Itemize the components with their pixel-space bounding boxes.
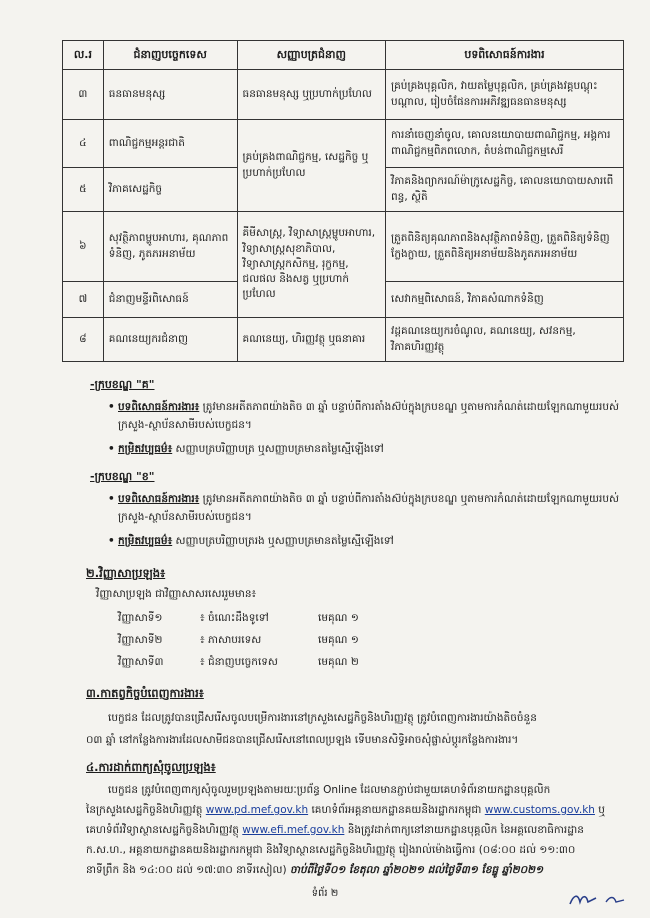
group-ka-experience xyxy=(108,398,622,434)
exam-item-coef: មេគុណ ១ xyxy=(318,612,359,624)
section4-line5 xyxy=(86,860,622,880)
row-degree: គណនេយ្យ, ហិរញ្ញវត្ថុ ឬធនាគារ xyxy=(237,318,385,362)
bullet-icon: • xyxy=(108,443,115,455)
section4-line3 xyxy=(86,820,622,840)
row-no: ៥ xyxy=(63,168,104,212)
section4-text: នាទីព្រឹក និង ១៤:០០ ដល់ ១៧:៣០ នាទីរសៀល) xyxy=(86,864,287,876)
table-row xyxy=(63,70,624,120)
bullet-icon: • xyxy=(108,493,115,505)
table-header-row xyxy=(63,41,624,70)
group-kha-experience xyxy=(108,490,622,526)
exam-item-subject: ៖ ចំណេះដឹងទូទៅ xyxy=(200,612,269,624)
row-skill: គណនេយ្យករជំនាញ xyxy=(103,318,237,362)
pd-website-link[interactable]: www.pd.mef.gov.kh xyxy=(205,804,309,816)
section4-line1: បេក្ខជន ត្រូវបំពេញពាក្យសុំចូលរួមប្រឡងតាមរយៈប្រព័ន្ធ Online ដែលមានភ្ជាប់ជាមួយគេហទំព័រនាយកដ្ឋានបុគ្គលិក xyxy=(108,784,551,796)
row-skill: ធនធានមនុស្ស xyxy=(103,70,237,120)
degree-text: សញ្ញាបត្របរិញ្ញាបត្ររង ឬសញ្ញាបត្រមានតម្លៃស្មើឡើងទៅ xyxy=(175,535,394,547)
row-experience: វិភាគនិងព្យាករណ៍ម៉ាក្រូសេដ្ឋកិច្ច, គោលនយោបាយសារពើពន្ធ, ស្ថិតិ xyxy=(386,168,624,212)
signature-initials xyxy=(568,890,628,908)
exam-item-coef: មេគុណ ២ xyxy=(318,656,359,668)
section4-text: គេហទំព័រវិទ្យាស្ថានសេដ្ឋកិច្ចនិងហិរញ្ញវត្ថុ xyxy=(86,824,239,836)
exam-item-name: វិញ្ញាសាទី១ xyxy=(118,612,163,624)
section4-text: នៃក្រសួងសេដ្ឋកិច្ចនិងហិរញ្ញវត្ថុ xyxy=(86,804,203,816)
group-kha-heading: -ក្របខណ្ឌ "ខ" xyxy=(90,470,155,483)
table-row xyxy=(63,120,624,168)
group-kha-degree xyxy=(108,532,622,550)
header-experience: បទពិសោធន៍ការងារ xyxy=(386,41,624,70)
row-skill: ពាណិជ្ជកម្មអន្តរជាតិ xyxy=(103,120,237,168)
section4-text: ឬ xyxy=(598,804,605,816)
section3-text-line1: បេក្ខជន ដែលត្រូវបានជ្រើសរើសចូលបម្រើការងារនៅក្រសួងសេដ្ឋកិច្ចនិងហិរញ្ញវត្ថុ ត្រូវបំពេញការងារយ៉ាងតិចចំនួន xyxy=(108,712,537,724)
row-no: ៨ xyxy=(63,318,104,362)
section3-title: ៣.កាតព្វកិច្ចបំពេញការងារ៖ xyxy=(86,686,204,700)
section4-title: ៤.ការដាក់ពាក្យសុំចូលប្រឡង៖ xyxy=(86,760,216,774)
header-skill: ជំនាញបច្ចេកទេស xyxy=(103,41,237,70)
section3-text-line2: ០៣ ឆ្នាំ នៅកន្លែងការងារដែលសាមីជនបានជ្រើសរើសនៅពេលប្រឡង ទើបមានសិទ្ធិអាចសុំផ្លាស់ប្តូរកន្លែងការងារ។ xyxy=(86,734,519,746)
row-no: ៤ xyxy=(63,120,104,168)
experience-label: បទពិសោធន៍ការងារ៖ xyxy=(118,401,200,413)
experience-text: ត្រូវមានអតីតភាពយ៉ាងតិច ៣ ឆ្នាំ បន្ទាប់ពីការតាំងស៊ប់ក្នុងក្របខណ្ឌ ឬតាមការកំណត់ដោយឡែកណាមួយរបស់ក្រសួង-ស្ថាប័នសាមីរបស់បេក្ខជន។ xyxy=(118,493,620,523)
row-experience: សេវាកម្មពិសោធន៍, វិភាគសំណាកទំនិញ xyxy=(386,282,624,318)
bullet-icon: • xyxy=(108,401,115,413)
section4-text: និងត្រូវដាក់ពាក្យនៅនាយកដ្ឋានបុគ្គលិក នៃអគ្គលេខាធិការដ្ឋាន xyxy=(347,824,584,836)
row-degree: ធនធានមនុស្ស ឬប្រហាក់ប្រហែល xyxy=(237,70,385,120)
section4-line2 xyxy=(86,800,622,820)
header-no: ល.រ xyxy=(63,41,104,70)
experience-text: ត្រូវមានអតីតភាពយ៉ាងតិច ៣ ឆ្នាំ បន្ទាប់ពីការតាំងស៊ប់ក្នុងក្របខណ្ឌ ឬតាមការកំណត់ដោយឡែកណាមួយរបស់ក្រសួង-ស្ថាប័នសាមីរបស់បេក្ខជន។ xyxy=(118,401,620,431)
row-degree: គ្រប់គ្រងពាណិជ្ជកម្ម, សេដ្ឋកិច្ច ឬប្រហាក់ប្រហែល xyxy=(237,120,385,212)
table-row xyxy=(63,318,624,362)
row-experience: ការនាំចេញនាំចូល, គោលនយោបាយពាណិជ្ជកម្ម, អង្គការពាណិជ្ជកម្មពិភពលោក, តំបន់ពាណិជ្ជកម្មសេរី xyxy=(386,120,624,168)
exam-item-subject: ៖ ជំនាញបច្ចេកទេស xyxy=(200,656,278,668)
table-row xyxy=(63,212,624,282)
section4-line4: ក.ស.ហ., អគ្គនាយកដ្ឋានគយនិងរដ្ឋាករកម្ពុជា និងវិទ្យាស្ថានសេដ្ឋកិច្ចនិងហិរញ្ញវត្ថុ រៀងរាល់ម៉ោងធ្វើការ (០៨:០០ ដល់ ១១:៣០ xyxy=(86,844,576,856)
row-skill: សុវត្ថិភាពម្ហូបអាហារ, គុណភាពទំនិញ, ភូតភរអនាម័យ xyxy=(103,212,237,282)
degree-text: សញ្ញាបត្របរិញ្ញាបត្រ ឬសញ្ញាបត្រមានតម្លៃស្មើឡើងទៅ xyxy=(175,443,384,455)
group-ka-degree xyxy=(108,440,622,458)
degree-label: កម្រិតវប្បធម៌៖ xyxy=(118,535,173,547)
row-skill: វិភាគសេដ្ឋកិច្ច xyxy=(103,168,237,212)
row-experience: ត្រួតពិនិត្យគុណភាពនិងសុវត្ថិភាពទំនិញ, ត្រួតពិនិត្យទំនិញក្លែងក្លាយ, ត្រួតពិនិត្យអនាម័យនិងភូតភរអនាម័យ xyxy=(386,212,624,282)
header-degree: សញ្ញាបត្រជំនាញ xyxy=(237,41,385,70)
row-no: ៦ xyxy=(63,212,104,282)
group-ka-heading: -ក្របខណ្ឌ "គ" xyxy=(90,378,155,391)
degree-label: កម្រិតវប្បធម៌៖ xyxy=(118,443,173,455)
requirements-table xyxy=(62,40,624,362)
section4-text: គេហទំព័រអគ្គនាយកដ្ឋានគយនិងរដ្ឋាករកម្ពុជា xyxy=(311,804,482,816)
section2-intro: វិញ្ញាសាប្រឡង ជាវិញ្ញាសាសរសេររួមមាន៖ xyxy=(96,588,257,600)
section2-title: ២.វិញ្ញាសាប្រឡង៖ xyxy=(86,566,166,580)
efi-website-link[interactable]: www.efi.mef.gov.kh xyxy=(242,824,345,836)
row-experience: វដ្តគណនេយ្យករចំណូល, គណនេយ្យ, សវនកម្ម, វិភាគហិរញ្ញវត្ថុ xyxy=(386,318,624,362)
exam-item-name: វិញ្ញាសាទី២ xyxy=(118,634,163,646)
exam-item-coef: មេគុណ ១ xyxy=(318,634,359,646)
row-experience: គ្រប់គ្រងបុគ្គលិក, វាយតម្លៃបុគ្គលិក, គ្រប់គ្រងវគ្គបណ្តុះបណ្តាល, រៀបចំផែនការអភិវឌ្ឍធនធានមនុស្ស xyxy=(386,70,624,120)
customs-website-link[interactable]: www.customs.gov.kh xyxy=(484,804,595,816)
row-no: ៣ xyxy=(63,70,104,120)
experience-label: បទពិសោធន៍ការងារ៖ xyxy=(118,493,200,505)
application-period: ចាប់ពីថ្ងៃទី០១ ខែតុលា ឆ្នាំ២០២១ ដល់ថ្ងៃទី៣១ ខែធ្នូ ឆ្នាំ២០២១ xyxy=(289,864,544,876)
exam-item-subject: ៖ ភាសាបរទេស xyxy=(200,634,262,646)
row-skill: ជំនាញមន្ទីរពិសោធន៍ xyxy=(103,282,237,318)
row-degree: គីមីសាស្ត្រ, វិទ្យាសាស្ត្រម្ហូបអាហារ, វិទ្យាសាស្ត្រសុខាភិបាល, វិទ្យាសាស្ត្រកសិកម្ម, រុក្ខកម្ម, ជលផល និងសត្វ ឬប្រហាក់ប្រហែល xyxy=(237,212,385,318)
row-no: ៧ xyxy=(63,282,104,318)
page-number: ទំព័រ ២ xyxy=(311,888,339,899)
bullet-icon: • xyxy=(108,535,115,547)
exam-item-name: វិញ្ញាសាទី៣ xyxy=(118,656,164,668)
